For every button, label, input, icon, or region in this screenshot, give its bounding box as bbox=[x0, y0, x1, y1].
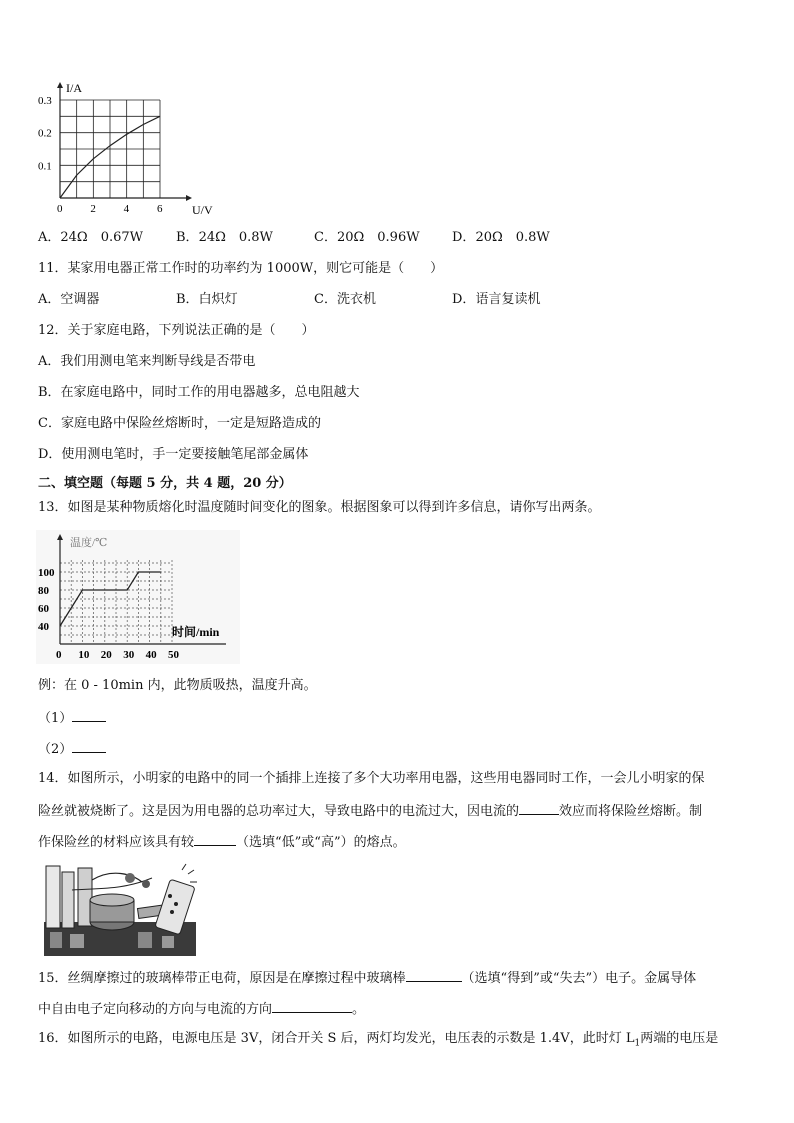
melting-x-tick-label: 0 bbox=[56, 649, 62, 661]
q10-option-a: A．24Ω 0.67W bbox=[38, 230, 144, 245]
melting-y-axis-label: 温度/℃ bbox=[70, 537, 108, 549]
q12-option-b: B．在家庭电路中，同时工作的用电器越多，总电阻越大 bbox=[38, 385, 360, 400]
q15-blank-2[interactable] bbox=[272, 998, 352, 1013]
q12-option-c: C．家庭电路中保险丝熔断时，一定是短路造成的 bbox=[38, 416, 321, 431]
q14-line-3: 作保险丝的材料应该具有较 （选填“低”或“高”）的熔点。 bbox=[38, 831, 406, 853]
melting-graph bbox=[36, 530, 240, 664]
melting-x-tick-label: 20 bbox=[100, 649, 112, 661]
q14-line-2: 险丝就被烧断了。这是因为用电器的总功率过大，导致电路中的电流过大，因电流的 效应而将保险丝熔断。制 bbox=[38, 800, 702, 822]
q11-option-a: A．空调器 bbox=[38, 292, 100, 307]
q12-option-d: D．使用测电笔时，手一定要接触笔尾部金属体 bbox=[38, 447, 309, 462]
melting-x-tick-label: 30 bbox=[123, 649, 135, 661]
iu-y-tick-label: 0.1 bbox=[38, 160, 52, 173]
melting-y-tick-label: 80 bbox=[38, 585, 49, 597]
iu-x-tick-label: 6 bbox=[157, 203, 163, 215]
melting-x-tick-label: 40 bbox=[145, 649, 157, 661]
iu-x-tick-label: 4 bbox=[123, 203, 130, 215]
q13-example: 例：在 0 - 10min 内，此物质吸热，温度升高。 bbox=[38, 678, 317, 693]
q12-stem: 12．关于家庭电路，下列说法正确的是（ ） bbox=[38, 323, 315, 338]
melting-y-tick-label: 100 bbox=[38, 567, 55, 579]
iu-x-ticks bbox=[57, 203, 163, 215]
q15-line-1: 15．丝绸摩擦过的玻璃棒带正电荷，原因是在摩擦过程中玻璃棒 （选填“得到”或“失去”）电子。金属导体 bbox=[38, 967, 696, 989]
iu-y-ticks bbox=[38, 95, 52, 172]
q13-stem: 13．如图是某种物质熔化时温度随时间变化的图象。根据图象可以得到许多信息，请你写出两条。 bbox=[38, 500, 601, 515]
q15-blank-1[interactable] bbox=[406, 967, 462, 982]
q13-answer-2: （2） bbox=[38, 738, 106, 760]
iu-x-axis-arrow bbox=[186, 195, 192, 201]
melting-y-tick-label: 60 bbox=[38, 603, 49, 615]
q10-option-d: D．20Ω 0.8W bbox=[452, 230, 550, 245]
q14-blank-1[interactable] bbox=[519, 800, 559, 815]
iu-y-tick-label: 0.3 bbox=[38, 95, 52, 107]
q14-line-1: 14．如图所示，小明家的电路中的同一个插排上连接了多个大功率用电器，这些用电器同时工作，一会儿小明家的保 bbox=[38, 771, 705, 786]
q11-option-b: B．白炽灯 bbox=[176, 292, 238, 307]
iu-x-axis-label: U/V bbox=[192, 203, 213, 217]
q11-option-d: D．语言复读机 bbox=[452, 292, 541, 307]
q13-blank-1[interactable] bbox=[72, 707, 106, 722]
q11-stem: 11．某家用电器正常工作时的功率约为 1000W，则它可能是（ ） bbox=[38, 261, 444, 276]
iu-x-tick-label: 2 bbox=[90, 203, 96, 215]
q13-blank-2[interactable] bbox=[72, 738, 106, 753]
q15-line-2: 中自由电子定向移动的方向与电流的方向 。 bbox=[38, 998, 365, 1020]
power-strip-illustration bbox=[42, 860, 198, 958]
melting-x-tick-label: 10 bbox=[78, 649, 90, 661]
iu-y-tick-label: 0.2 bbox=[38, 127, 52, 140]
iu-graph bbox=[36, 80, 226, 222]
section-heading: 二、填空题（每题 5 分，共 4 题，20 分） bbox=[38, 476, 292, 491]
q13-answer-1: （1） bbox=[38, 707, 106, 729]
melting-y-tick-label: 40 bbox=[38, 621, 49, 633]
q10-option-b: B．24Ω 0.8W bbox=[176, 230, 273, 245]
q11-option-c: C．洗衣机 bbox=[314, 292, 376, 307]
q12-option-a: A．我们用测电笔来判断导线是否带电 bbox=[38, 354, 256, 369]
melting-x-tick-label: 50 bbox=[168, 649, 179, 661]
q10-option-c: C．20Ω 0.96W bbox=[314, 230, 420, 245]
q16-line-1: 16．如图所示的电路，电源电压是 3V，闭合开关 S 后，两灯均发光，电压表的示数是 1.4V，此时灯 $L_1$两端的电压是 bbox=[38, 1031, 719, 1049]
iu-grid bbox=[60, 100, 160, 198]
melting-x-axis-label: 时间/min bbox=[172, 625, 220, 639]
iu-y-axis-label: I/A bbox=[66, 81, 82, 95]
iu-x-tick-label: 0 bbox=[57, 203, 63, 215]
q14-blank-2[interactable] bbox=[194, 831, 236, 846]
iu-y-axis-arrow bbox=[57, 82, 63, 88]
